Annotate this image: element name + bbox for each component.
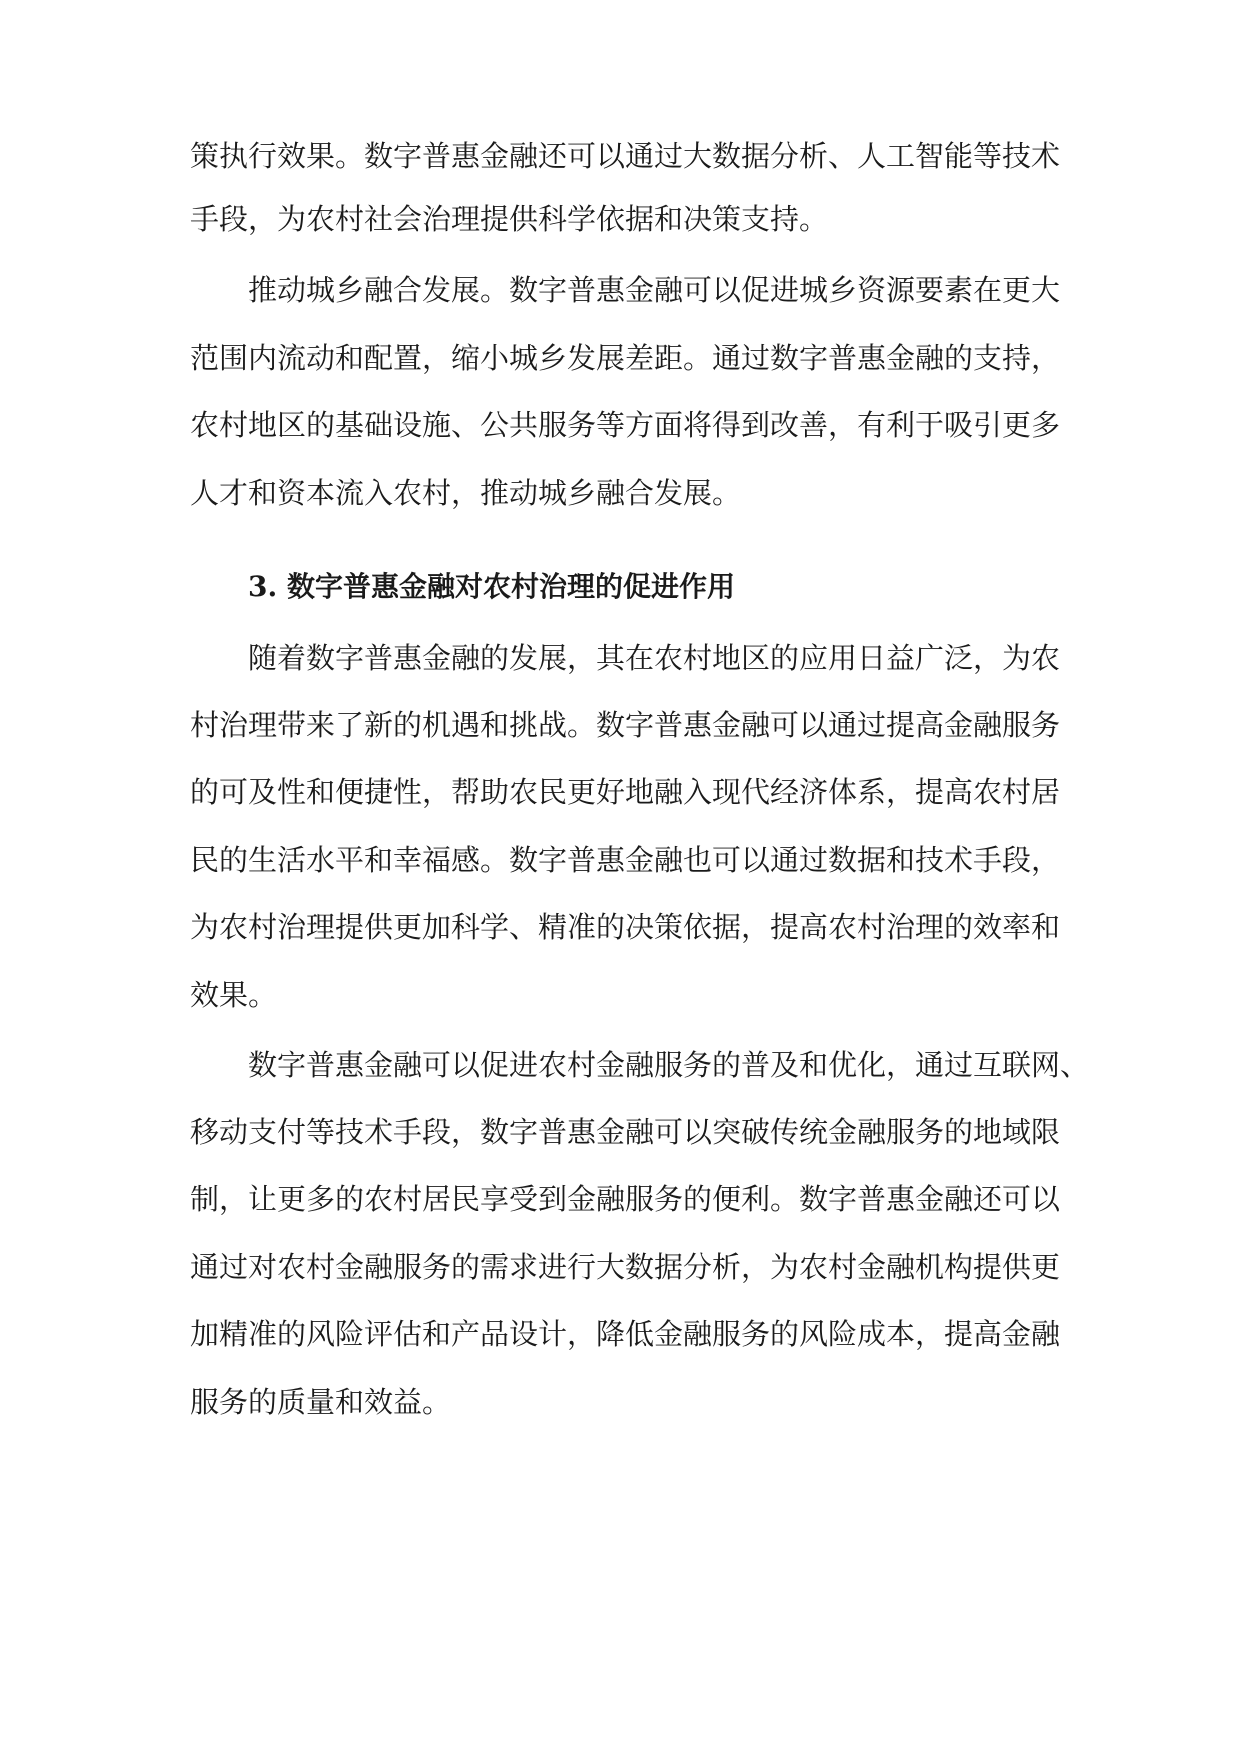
paragraph-line: 加精准的风险评估和产品设计，降低金融服务的风险成本，提高金融 bbox=[190, 1317, 1061, 1351]
paragraph-line: 服务的质量和效益。 bbox=[190, 1385, 452, 1419]
paragraph-line: 效果。 bbox=[190, 978, 278, 1012]
paragraph-line: 移动支付等技术手段，数字普惠金融可以突破传统金融服务的地域限 bbox=[190, 1115, 1061, 1149]
paragraph-line: 策执行效果。数字普惠金融还可以通过大数据分析、人工智能等技术 bbox=[190, 139, 1061, 173]
paragraph-line: 民的生活水平和幸福感。数字普惠金融也可以通过数据和技术手段， bbox=[190, 843, 1061, 877]
paragraph-line: 手段，为农村社会治理提供科学依据和决策支持。 bbox=[190, 202, 829, 236]
paragraph-line: 范围内流动和配置，缩小城乡发展差距。通过数字普惠金融的支持， bbox=[190, 341, 1061, 375]
paragraph-line: 的可及性和便捷性，帮助农民更好地融入现代经济体系，提高农村居 bbox=[190, 775, 1061, 809]
paragraph-line: 数字普惠金融可以促进农村金融服务的普及和优化，通过互联网、 bbox=[248, 1048, 1090, 1082]
paragraph-line: 随着数字普惠金融的发展，其在农村地区的应用日益广泛，为农 bbox=[248, 641, 1061, 675]
paragraph-line: 人才和资本流入农村，推动城乡融合发展。 bbox=[190, 476, 742, 510]
section-heading: 3. 数字普惠金融对农村治理的促进作用 bbox=[248, 570, 735, 603]
paragraph-line: 村治理带来了新的机遇和挑战。数字普惠金融可以通过提高金融服务 bbox=[190, 708, 1061, 742]
paragraph-line: 推动城乡融合发展。数字普惠金融可以促进城乡资源要素在更大 bbox=[248, 273, 1061, 307]
paragraph-line: 通过对农村金融服务的需求进行大数据分析，为农村金融机构提供更 bbox=[190, 1250, 1061, 1284]
paragraph-line: 为农村治理提供更加科学、精准的决策依据，提高农村治理的效率和 bbox=[190, 910, 1061, 944]
paragraph-line: 农村地区的基础设施、公共服务等方面将得到改善，有利于吸引更多 bbox=[190, 408, 1061, 442]
paragraph-line: 制，让更多的农村居民享受到金融服务的便利。数字普惠金融还可以 bbox=[190, 1182, 1061, 1216]
